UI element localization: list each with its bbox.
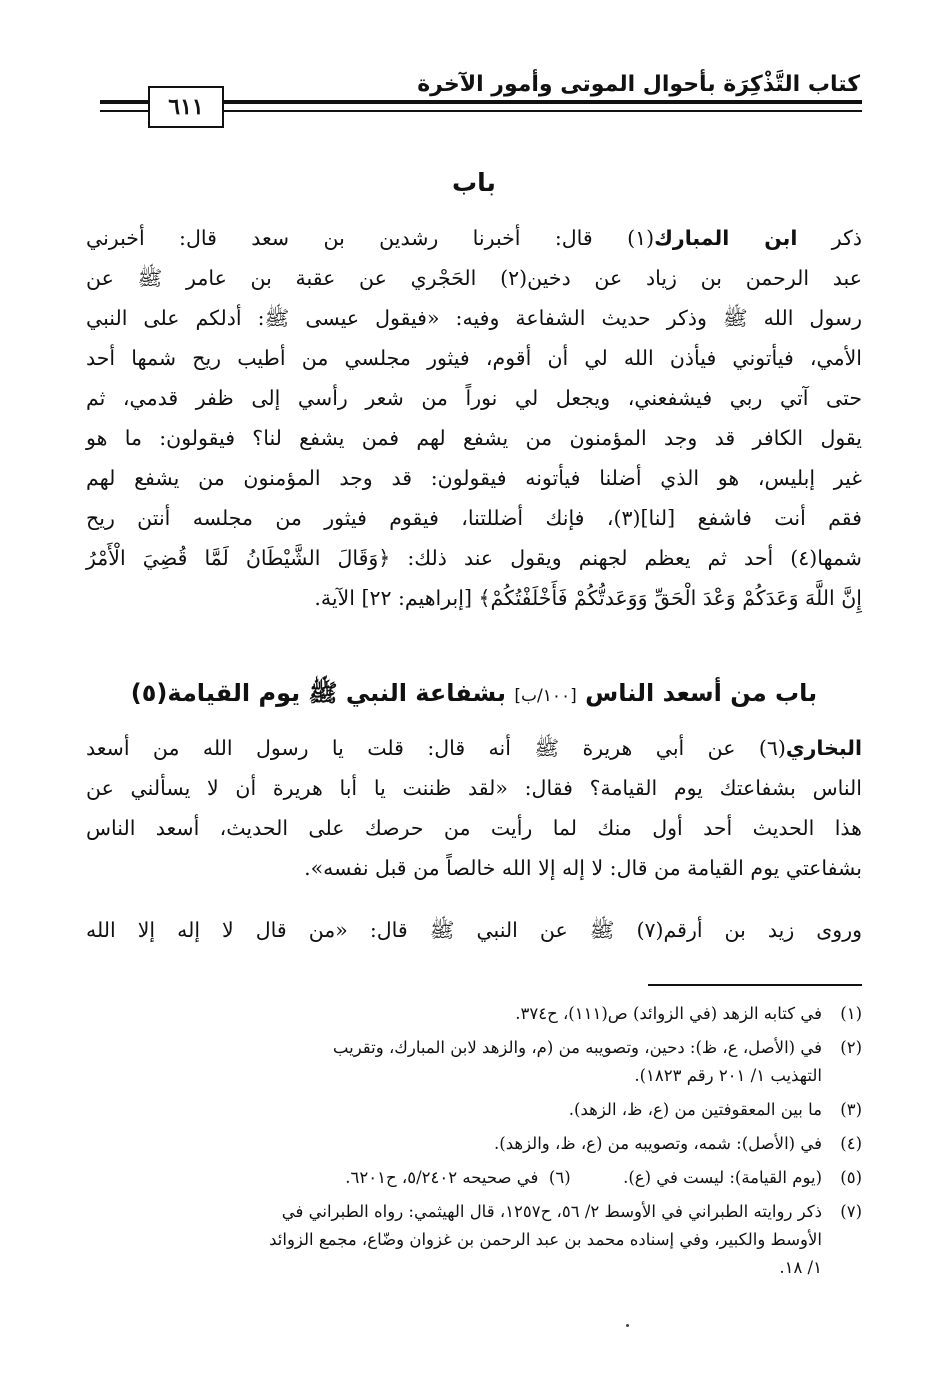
- narrator-name: ابن المبارك: [654, 226, 798, 250]
- page-number: ٦١١: [148, 86, 224, 128]
- paragraph-line: حتى آتي ربي فيشفعني، ويجعل لي نوراً من شعر رأسي إلى ظفر قدمي، ثم: [86, 386, 862, 410]
- paragraph-line: غير إبليس، هو الذي أضلنا فيأتونه فيقولون: قد وجد المؤمنون من يشفع لهم: [86, 466, 862, 490]
- footnote-continuation: الأوسط والكبير، وفي إسناده محمد بن عبد الرحمن بن غزوان وضّاع، مجمع الزوائد: [269, 1230, 822, 1249]
- paragraph-line: هذا الحديث أحد أول منك لما رأيت من حرصك على الحديث، أسعد الناس: [86, 816, 862, 840]
- chapter-heading: باب من أسعد الناس [١٠٠/ب] بشفاعة النبي ﷺ يوم القيامة(٥): [130, 679, 818, 707]
- footnote: (٣)ما بين المعقوفتين من (ع، ظ، الزهد).: [568, 1100, 862, 1119]
- paragraph-line: ذكر ابن المبارك(١) قال: أخبرنا رشدين بن سعد قال: أخبرني: [86, 226, 862, 250]
- paragraph-line: عبد الرحمن بن زياد عن دخين(٢) الحَجْري عن عقبة بن عامر ﷺ عن: [86, 266, 862, 290]
- footnote: (٤)في (الأصل): شمه، وتصويبه من (ع، ظ، والزهد).: [494, 1134, 862, 1153]
- paragraph-line: وروى زيد بن أرقم(٧) ﷺ عن النبي ﷺ قال: «من قال لا إله إلا الله: [86, 918, 862, 942]
- footnote: (٧)ذكر روايته الطبراني في الأوسط ٢/ ٥٦، ح١٢٥٧، قال الهيثمي: رواه الطبراني في: [281, 1202, 862, 1221]
- running-title: كتاب التَّذْكِرَة بأحوال الموتى وأمور الآخرة: [417, 72, 860, 97]
- paragraph-line: البخاري(٦) عن أبي هريرة ﷺ أنه قال: قلت يا رسول الله من أسعد: [86, 736, 862, 760]
- footnote-continuation: ١/ ١٨.: [779, 1258, 822, 1277]
- paragraph-line: الناس بشفاعتك يوم القيامة؟ فقال: «لقد ظننت يا أبا هريرة أن لا يسألني عن: [86, 776, 862, 800]
- footnote-continuation: التهذيب ١/ ٢٠١ رقم ١٨٢٣).: [634, 1066, 822, 1085]
- page-speck: [626, 1324, 629, 1327]
- paragraph-line-last: إِنَّ اللَّهَ وَعَدَكُمْ وَعْدَ الْحَقِّ وَوَعَدتُّكُمْ فَأَخْلَفْتُكُمْ﴾ [إبراهيم: ٢٢] الآية.: [314, 586, 862, 610]
- paragraph-line: شمها(٤) أحد ثم يعظم لجهنم ويقول عند ذلك: ﴿وَقَالَ الشَّيْطَانُ لَمَّا قُضِيَ الْأَمْرُ: [86, 546, 862, 570]
- paragraph-line-last: بشفاعتي يوم القيامة من قال: لا إله إلا الله خالصاً من قبل نفسه».: [304, 856, 862, 880]
- footnote: (٥)(يوم القيامة): ليست في (ع). (٦) في صحيحه ٥/٢٤٠٢، ح٦٢٠١.: [345, 1168, 862, 1187]
- narrator-name: البخاري: [785, 736, 862, 760]
- paragraph-line: فقم أنت فاشفع [لنا](٣)، فإنك أضللتنا، فيقوم فيثور من مجلسه أنتن ريح: [86, 506, 862, 530]
- manuscript-folio-ref: [١٠٠/ب]: [514, 686, 577, 706]
- footnote: (١)في كتابه الزهد (في الزوائد) ص(١١١)، ح٣٧٤.: [515, 1004, 862, 1023]
- section-heading: باب: [452, 168, 496, 197]
- footnote: (٢)في (الأصل، ع، ظ): دحين، وتصويبه من (م، والزهد لابن المبارك، وتقريب: [332, 1038, 862, 1057]
- paragraph-line: يقول الكافر قد وجد المؤمنون من يشفع لهم فمن يشفع لنا؟ فيقولون: ما هو: [86, 426, 862, 450]
- footnote-separator: [648, 984, 862, 986]
- paragraph-line: الأمي، فيأتوني فيأذن الله لي أن أقوم، فيثور مجلسي من أطيب ريح شمها أحد: [86, 346, 862, 370]
- paragraph-line: رسول الله ﷺ وذكر حديث الشفاعة وفيه: «فيقول عيسى ﷺ: أدلكم على النبي: [86, 306, 862, 330]
